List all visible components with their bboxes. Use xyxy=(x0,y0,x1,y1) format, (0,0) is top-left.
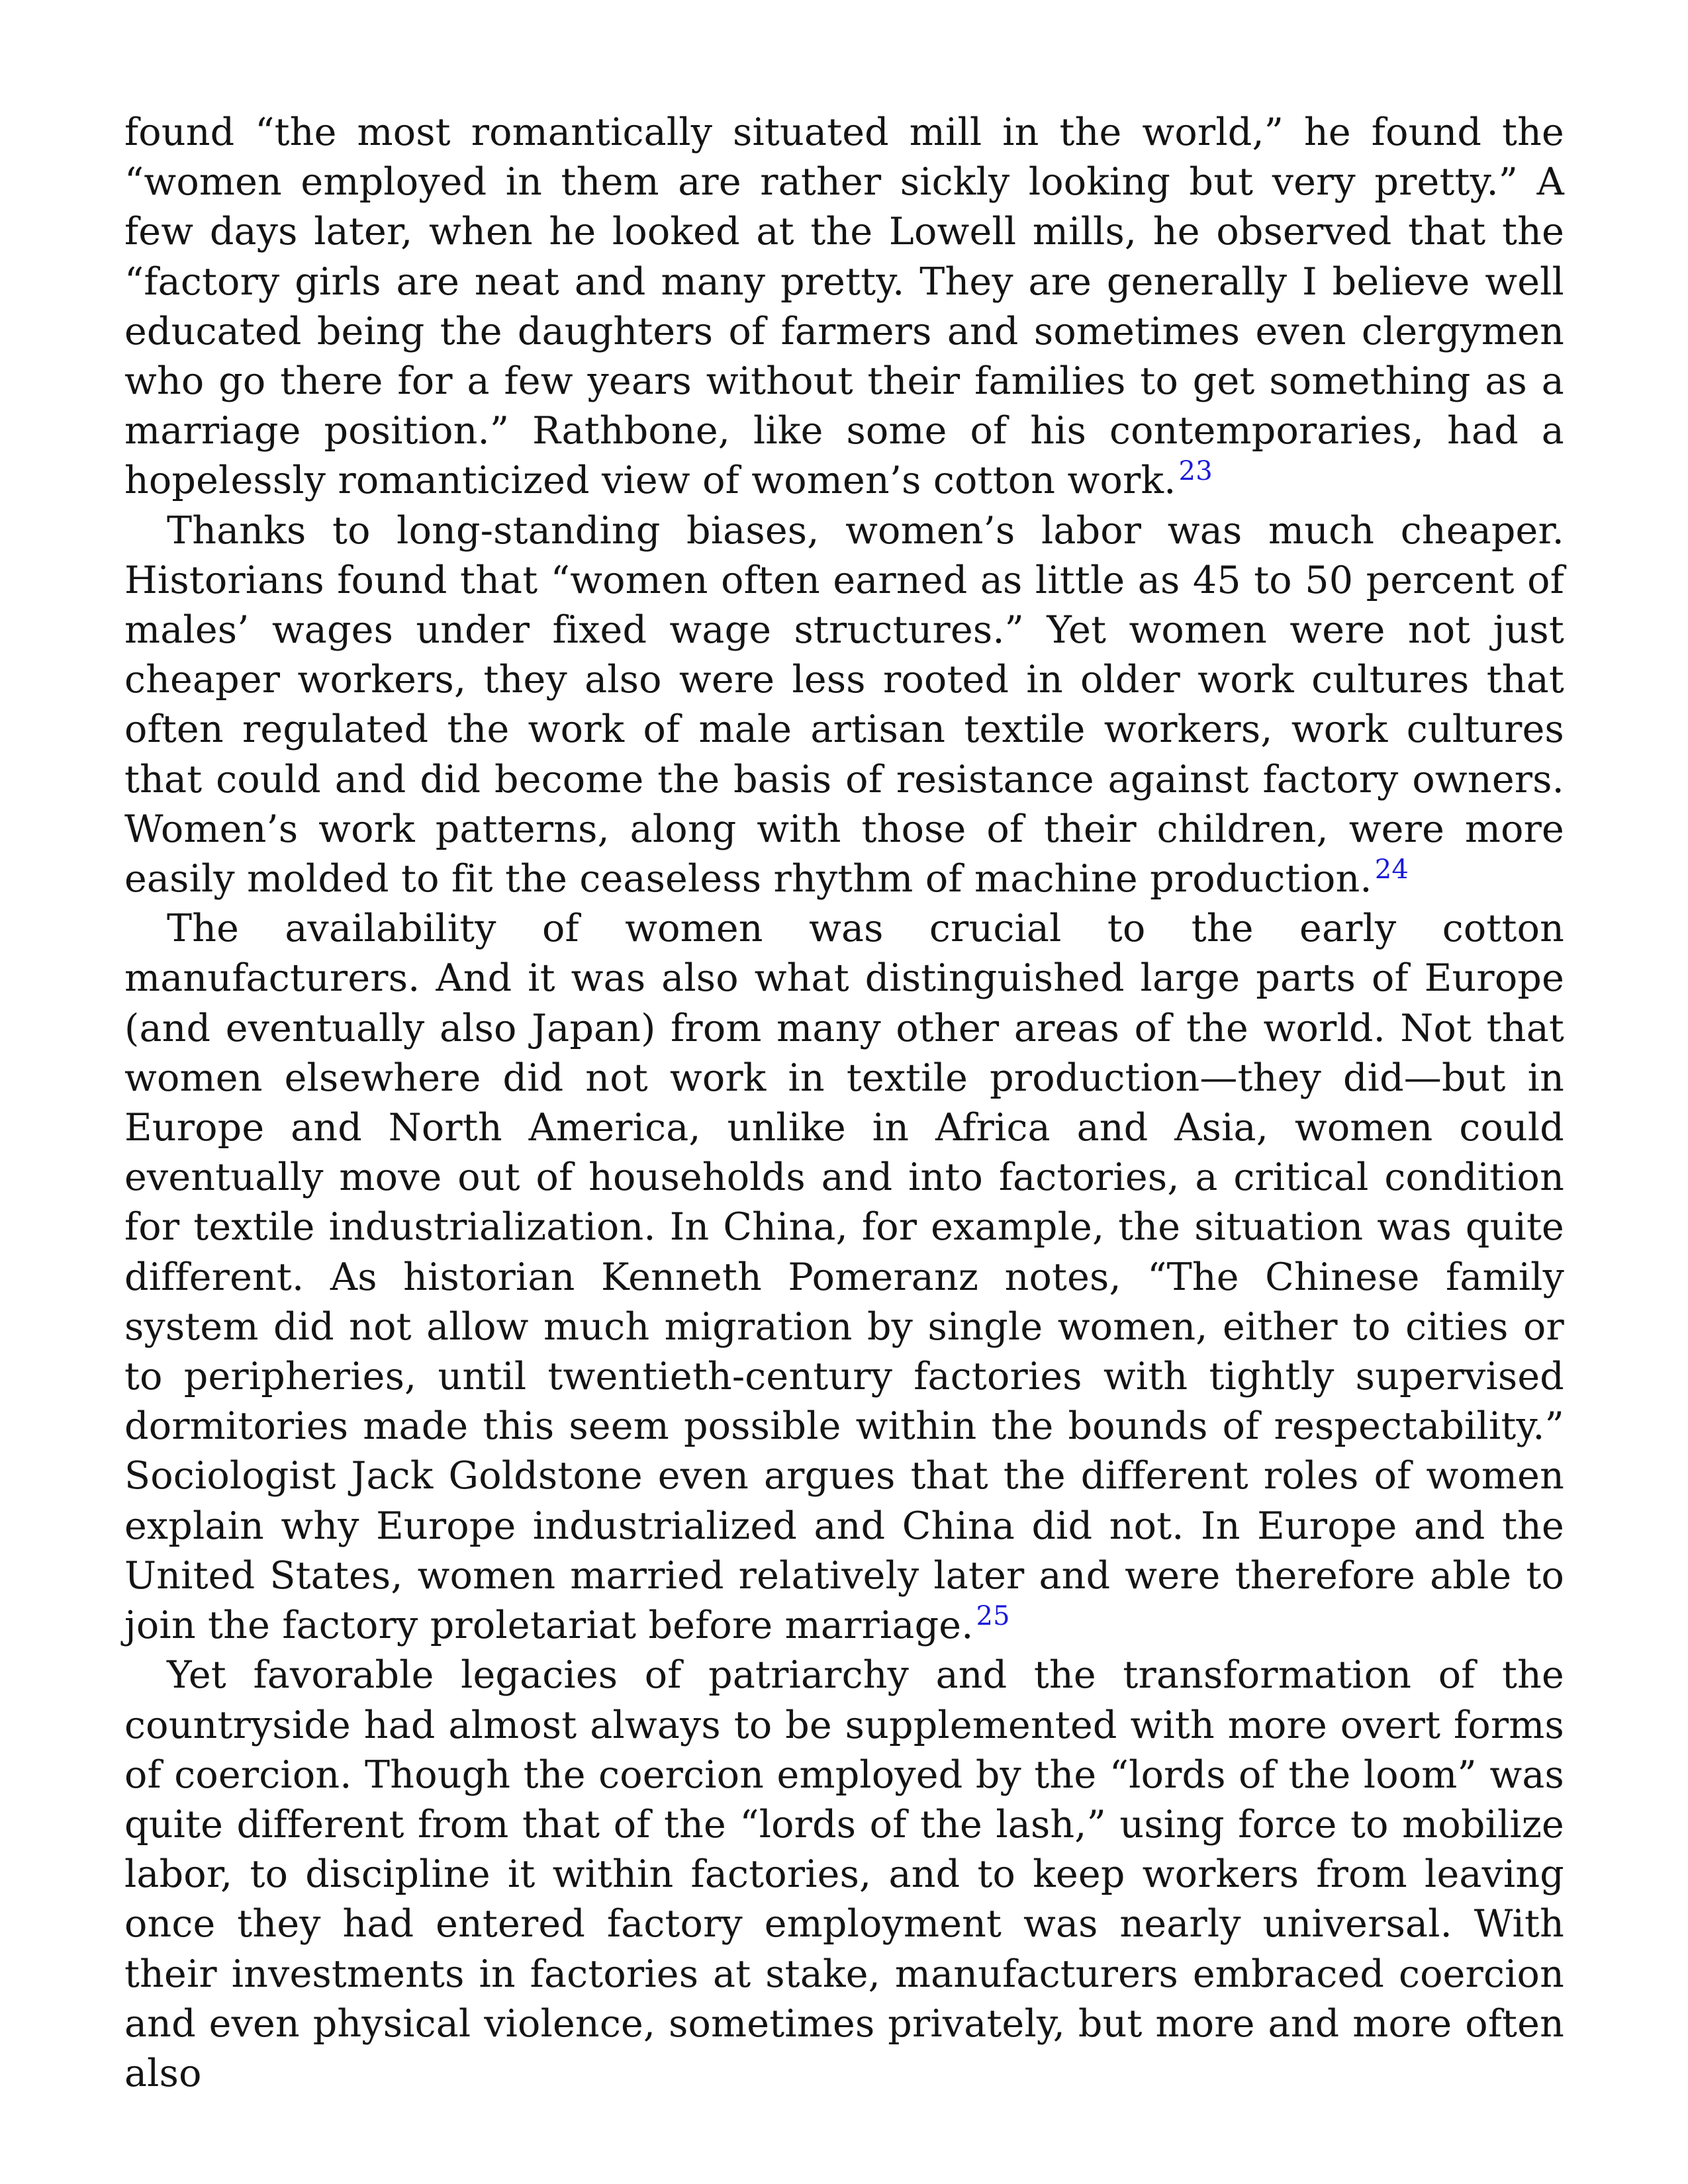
paragraph-4-text: Yet favorable legacies of patriarchy and the transformation of the countryside had almost always to be supplemented with more overt forms of coercion. Though the coercion employed by the “lords of the loom” was quite different from that of the “lords of the lash,” using force to mobilize labor, to discipline it within factories, and to keep workers from leaving once they had entered factory employment was nearly universal. With their investments in factories at stake, manufacturers embraced coercion and even physical violence, sometimes privately, but more and more often also xyxy=(124,1653,1564,2095)
paragraph-4 xyxy=(124,1651,1564,2099)
footnote-link-25[interactable]: 25 xyxy=(976,1601,1010,1632)
footnote-link-23[interactable]: 23 xyxy=(1178,456,1213,487)
footnote-link-24[interactable]: 24 xyxy=(1374,854,1409,886)
paragraph-1-text: found “the most romantically situated mill in the world,” he found the “women employed in them are rather sickly looking but very pretty.” A few days later, when he looked at the Lowell mills, he observed that the “factory girls are neat and many pretty. They are generally I believe well educated being the daughters of farmers and sometimes even clergymen who go there for a few years without their families to get something as a marriage position.” Rathbone, like some of his contemporaries, had a hopelessly romanticized view of women’s cotton work. xyxy=(124,111,1564,503)
paragraph-2 xyxy=(124,506,1564,905)
page-body xyxy=(124,108,1564,2099)
paragraph-1 xyxy=(124,108,1564,506)
paragraph-3-text: The availability of women was crucial to the early cotton manufacturers. And it was also what distinguished large parts of Europe (and eventually also Japan) from many other areas of the world. Not that women elsewhere did not work in textile production—they did—but in Europe and North America, unlike in Africa and Asia, women could eventually move out of households and into factories, a critical condition for textile industrialization. In China, for example, the situation was quite different. As historian Kenneth Pomeranz notes, “The Chinese family system did not allow much migration by single women, either to cities or to peripheries, until twentieth-century factories with tightly supervised dormitories made this seem possible within the bounds of respectability.” Sociologist Jack Goldstone even argues that the different roles of women explain why Europe industrialized and China did not. In Europe and the United States, women married relatively later and were therefore able to join the factory proletariat before marriage. xyxy=(124,907,1564,1648)
paragraph-3 xyxy=(124,904,1564,1651)
paragraph-2-text: Thanks to long-standing biases, women’s labor was much cheaper. Historians found that “women often earned as little as 45 to 50 percent of males’ wages under fixed wage structures.” Yet women were not just cheaper workers, they also were less rooted in older work cultures that often regulated the work of male artisan textile workers, work cultures that could and did become the basis of resistance against factory owners. Women’s work patterns, along with those of their children, were more easily molded to fit the ceaseless rhythm of machine production. xyxy=(124,508,1564,901)
